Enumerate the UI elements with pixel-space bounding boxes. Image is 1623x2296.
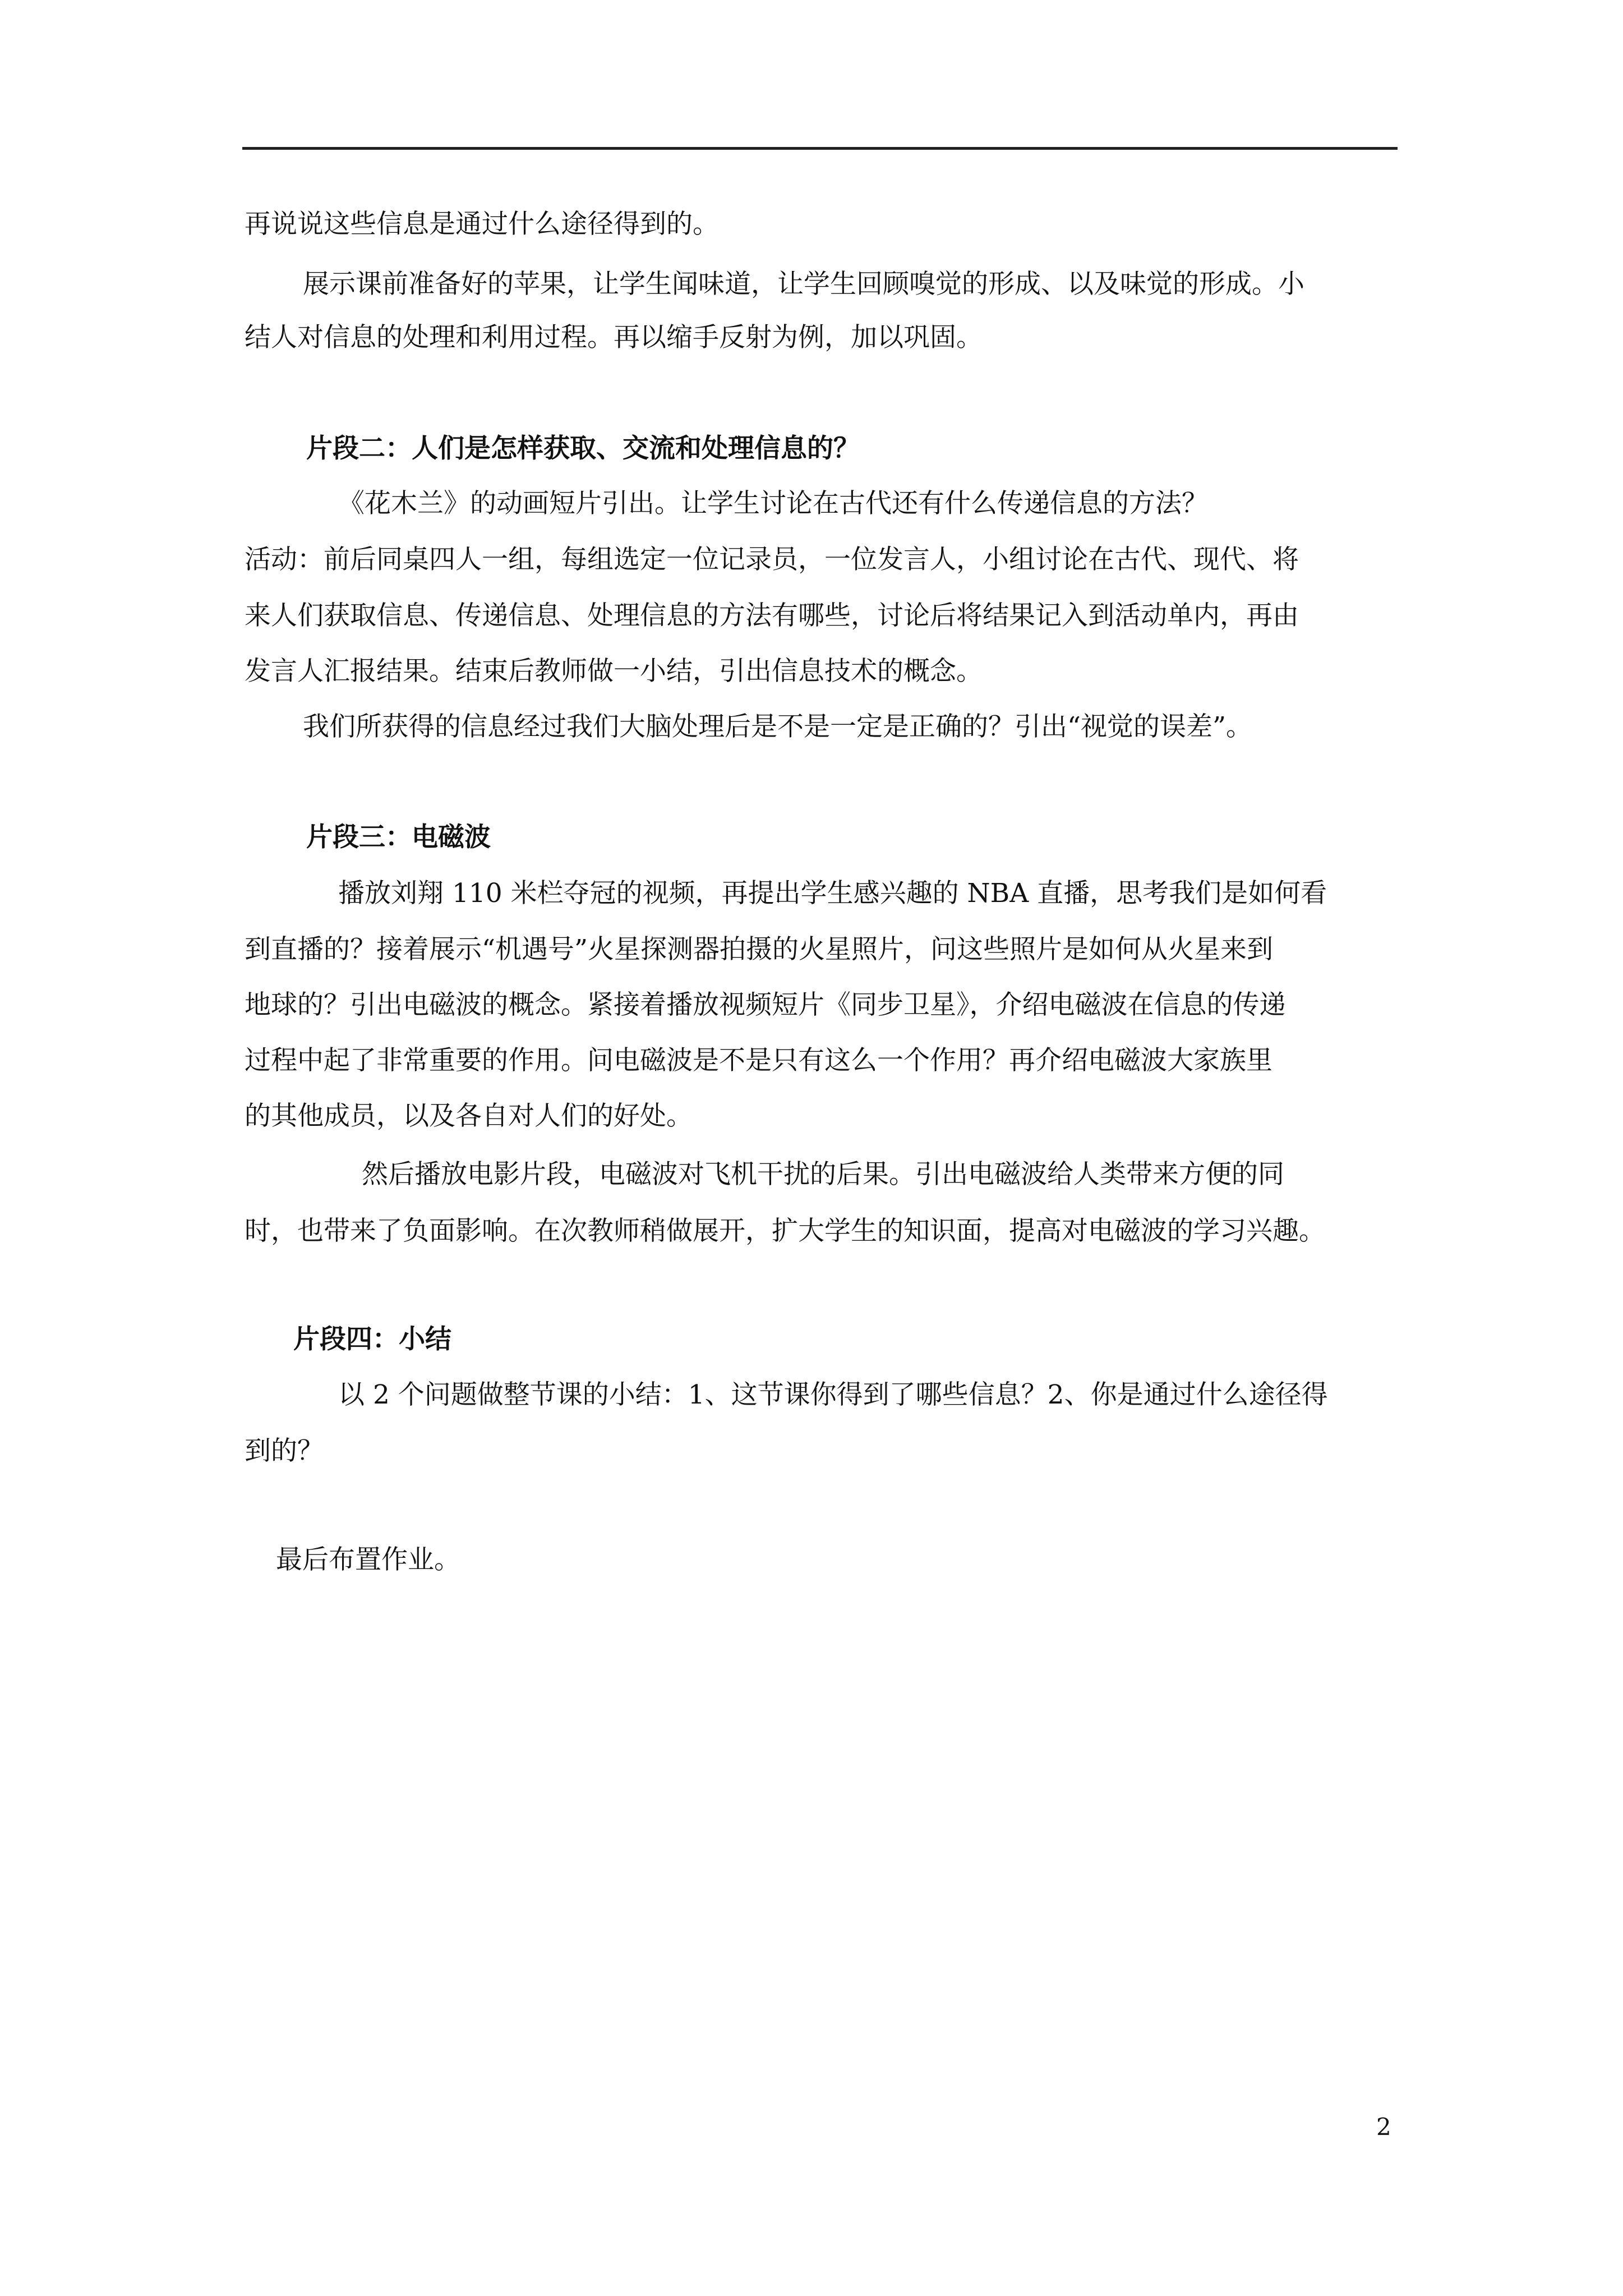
section-2-heading: 片段二：人们是怎样获取、交流和处理信息的？ [306,433,860,464]
header-rule [242,147,1398,150]
paragraph-6-line-1: 播放刘翔 110 米栏夺冠的视频，再提出学生感兴趣的 NBA 直播，思考我们是如何看 [338,878,1327,909]
paragraph-8-line-2: 到的？ [245,1435,324,1466]
paragraph-4-line-1: 活动：前后同桌四人一组，每组选定一位记录员，一位发言人，小组讨论在古代、现代、将 [245,544,1299,575]
section-3-heading: 片段三：电磁波 [306,822,491,853]
section-4-heading: 片段四：小结 [293,1324,451,1355]
paragraph-7-line-2: 时，也带来了负面影响。在次教师稍做展开，扩大学生的知识面，提高对电磁波的学习兴趣。 [245,1216,1325,1246]
paragraph-2-line-1: 展示课前准备好的苹果，让学生闻味道，让学生回顾嗅觉的形成、以及味觉的形成。小 [303,269,1304,300]
paragraph-7-line-1: 然后播放电影片段，电磁波对飞机干扰的后果。引出电磁波给人类带来方便的同 [362,1159,1284,1190]
paragraph-2-line-2: 结人对信息的处理和利用过程。再以缩手反射为例，加以巩固。 [245,322,983,353]
paragraph-6-line-2: 到直播的？接着展示“机遇号”火星探测器拍摄的火星照片，问这些照片是如何从火星来到 [245,934,1274,965]
paragraph-6-line-3: 地球的？引出电磁波的概念。紧接着播放视频短片《同步卫星》，介绍电磁波在信息的传递 [245,990,1286,1020]
paragraph-6-line-4: 过程中起了非常重要的作用。问电磁波是不是只有这么一个作用？再介绍电磁波大家族里 [245,1045,1272,1076]
paragraph-4-line-3: 发言人汇报结果。结束后教师做一小结，引出信息技术的概念。 [245,656,983,687]
paragraph-8-line-1: 以 2 个问题做整节课的小结：1、这节课你得到了哪些信息？2、你是通过什么途径得 [338,1379,1328,1410]
page-number: 2 [1376,2113,1391,2141]
paragraph-1-line-1: 再说说这些信息是通过什么途径得到的。 [245,209,719,240]
paragraph-4-line-2: 来人们获取信息、传递信息、处理信息的方法有哪些，讨论后将结果记入到活动单内，再由 [245,600,1299,631]
paragraph-6-line-5: 的其他成员，以及各自对人们的好处。 [245,1101,693,1131]
paragraph-9-line-1: 最后布置作业。 [276,1544,460,1575]
paragraph-5-line-1: 我们所获得的信息经过我们大脑处理后是不是一定是正确的？引出“视觉的误差”。 [303,711,1253,742]
paragraph-3-line-1: 《花木兰》的动画短片引出。让学生讨论在古代还有什么传递信息的方法？ [338,488,1208,519]
